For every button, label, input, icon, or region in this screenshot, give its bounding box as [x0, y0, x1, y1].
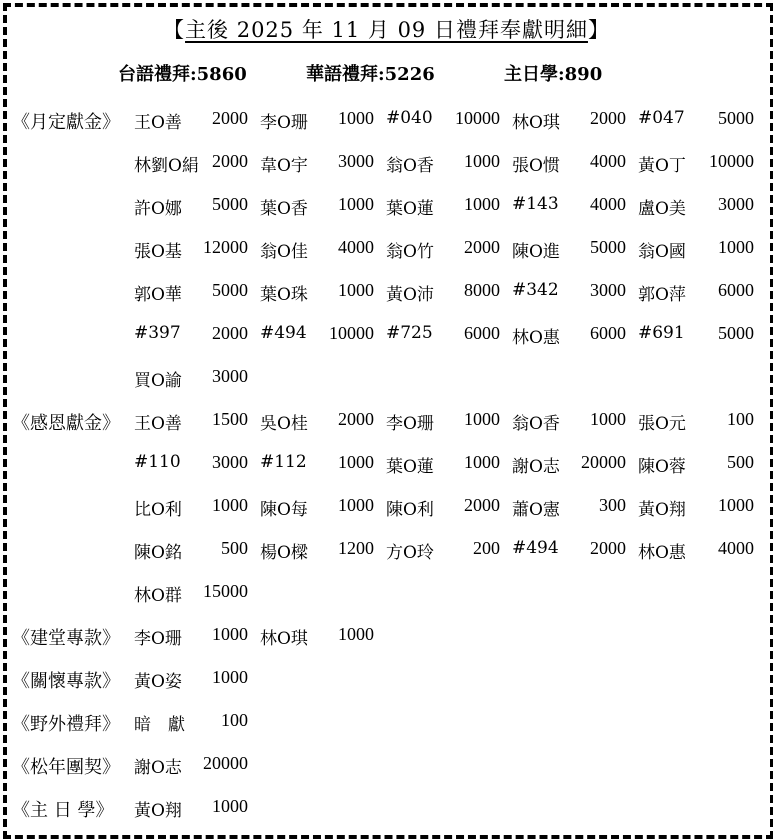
donation-amount: 5000 [212, 194, 248, 214]
donor-name: #494 [512, 538, 559, 558]
donation-amount: 300 [599, 495, 626, 515]
donor-name: 蕭O憲 [512, 500, 560, 520]
donor-name: 張O元 [638, 414, 686, 434]
donor-name: 林O惠 [512, 328, 560, 348]
donation-amount: 2000 [212, 323, 248, 343]
donation-amount: 500 [221, 538, 248, 558]
donor-name: 黃O沛 [386, 285, 434, 305]
donor-name: 楊O樑 [260, 543, 308, 563]
donor-name: 林O群 [134, 586, 182, 606]
section-label: 《關懷專款》 [12, 671, 120, 692]
donor-name: #725 [386, 323, 433, 343]
donation-amount: 5000 [590, 237, 626, 257]
donor-name: #691 [638, 323, 685, 343]
donor-name: 翁O香 [512, 414, 560, 434]
donation-amount: 1000 [464, 194, 500, 214]
donation-amount: 10000 [455, 108, 500, 128]
donor-name: 方O玲 [386, 543, 434, 563]
donor-name: 陳O利 [386, 500, 434, 520]
donation-amount: 4000 [590, 194, 626, 214]
donation-amount: 100 [727, 409, 754, 429]
donation-amount: 2000 [464, 495, 500, 515]
donor-name: 翁O佳 [260, 242, 308, 262]
donor-name: 張O惯 [512, 156, 560, 176]
donation-amount: 3000 [212, 452, 248, 472]
donation-amount: 4000 [718, 538, 754, 558]
donation-amount: 2000 [338, 409, 374, 429]
donation-amount: 1500 [212, 409, 248, 429]
donor-name: 翁O竹 [386, 242, 434, 262]
donor-name: #047 [638, 108, 685, 128]
title-close-bracket: 】 [587, 18, 610, 42]
donor-name: 黃O丁 [638, 156, 686, 176]
donor-name: 許O娜 [134, 199, 182, 219]
donor-name: 李O珊 [260, 113, 308, 133]
donation-amount: 12000 [203, 237, 248, 257]
donation-amount: 1000 [464, 151, 500, 171]
donor-name: 陳O銘 [134, 543, 182, 563]
donor-name: 翁O國 [638, 242, 686, 262]
donation-amount: 1000 [464, 452, 500, 472]
donation-amount: 20000 [203, 753, 248, 773]
donor-name: 謝O志 [134, 758, 182, 778]
donor-name: 黃O翔 [638, 500, 686, 520]
section-label: 《松年團契》 [12, 757, 120, 778]
donation-amount: 1000 [338, 108, 374, 128]
donation-amount: 1000 [590, 409, 626, 429]
donor-name: 黃O姿 [134, 672, 182, 692]
section-label: 《建堂專款》 [12, 628, 120, 649]
donor-name: 盧O美 [638, 199, 686, 219]
donor-name: 王O善 [134, 414, 182, 434]
donor-name: 韋O宇 [260, 156, 308, 176]
donation-amount: 6000 [464, 323, 500, 343]
donation-amount: 2000 [590, 108, 626, 128]
donation-amount: 2000 [212, 151, 248, 171]
donation-amount: 8000 [464, 280, 500, 300]
section-label: 《野外禮拜》 [12, 714, 120, 735]
donor-name: 陳O進 [512, 242, 560, 262]
section-label: 《感恩獻金》 [12, 413, 120, 434]
donor-name: 李O珊 [134, 629, 182, 649]
donation-amount: 500 [727, 452, 754, 472]
donation-amount: 1000 [212, 796, 248, 816]
donor-name: 葉O香 [260, 199, 308, 219]
title-text: 主後 2025 年 11 月 09 日禮拜奉獻明細 [185, 18, 588, 42]
donation-amount: 20000 [581, 452, 626, 472]
donation-amount: 3000 [590, 280, 626, 300]
donor-name: 謝O志 [512, 457, 560, 477]
donation-amount: 1000 [212, 667, 248, 687]
donation-amount: 3000 [212, 366, 248, 386]
donor-name: 林O惠 [638, 543, 686, 563]
donor-name: #040 [386, 108, 433, 128]
donor-name: 比O利 [134, 500, 182, 520]
donor-name: 李O珊 [386, 414, 434, 434]
title-open-bracket: 【 [163, 18, 186, 42]
donation-amount: 5000 [718, 108, 754, 128]
donor-name: 暗 獻 [134, 715, 185, 735]
donation-amount: 1000 [338, 624, 374, 644]
donor-name: 葉O蓮 [386, 199, 434, 219]
donor-name: 黃O翔 [134, 801, 182, 821]
donation-amount: 1000 [212, 624, 248, 644]
donation-amount: 1000 [338, 280, 374, 300]
donor-name: #110 [134, 452, 181, 472]
donor-name: #112 [260, 452, 307, 472]
donation-amount: 3000 [338, 151, 374, 171]
donation-amount: 200 [473, 538, 500, 558]
donation-amount: 2000 [464, 237, 500, 257]
donation-amount: 1000 [338, 194, 374, 214]
donor-name: 王O善 [134, 113, 182, 133]
donor-name: #397 [134, 323, 181, 343]
summary-mandarin-worship: 華語禮拜:5226 [306, 64, 435, 85]
donation-amount: 6000 [718, 280, 754, 300]
section-label: 《主 日 學》 [12, 800, 114, 821]
donor-name: #342 [512, 280, 559, 300]
donor-name: 葉O珠 [260, 285, 308, 305]
donation-amount: 5000 [212, 280, 248, 300]
donor-name: 翁O香 [386, 156, 434, 176]
donor-name: #143 [512, 194, 559, 214]
donor-name: 陳O每 [260, 500, 308, 520]
donation-amount: 100 [221, 710, 248, 730]
donor-name: 林O琪 [260, 629, 308, 649]
donation-amount: 15000 [203, 581, 248, 601]
donation-amount: 1000 [464, 409, 500, 429]
donation-amount: 4000 [590, 151, 626, 171]
summary-taiwanese-worship: 台語禮拜:5860 [118, 64, 247, 85]
donor-name: 郭O萍 [638, 285, 686, 305]
section-label: 《月定獻金》 [12, 112, 120, 133]
donor-name: 陳O蓉 [638, 457, 686, 477]
donation-amount: 1000 [212, 495, 248, 515]
donation-amount: 10000 [709, 151, 754, 171]
donation-amount: 5000 [718, 323, 754, 343]
donor-name: 林O琪 [512, 113, 560, 133]
donation-amount: 2000 [212, 108, 248, 128]
page-title [0, 14, 773, 44]
donor-name: #494 [260, 323, 307, 343]
donation-amount: 4000 [338, 237, 374, 257]
donation-amount: 1000 [338, 452, 374, 472]
donation-amount: 3000 [718, 194, 754, 214]
donor-name: 林劉O絹 [134, 156, 199, 176]
donor-name: 葉O蓮 [386, 457, 434, 477]
summary-sunday-school: 主日學:890 [504, 64, 603, 85]
donation-amount: 1200 [338, 538, 374, 558]
donation-amount: 6000 [590, 323, 626, 343]
donor-name: 買O諭 [134, 371, 182, 391]
donation-amount: 1000 [718, 237, 754, 257]
donor-name: 郭O華 [134, 285, 182, 305]
donation-amount: 10000 [329, 323, 374, 343]
donor-name: 吳O桂 [260, 414, 308, 434]
donation-amount: 1000 [338, 495, 374, 515]
donation-amount: 2000 [590, 538, 626, 558]
donation-amount: 1000 [718, 495, 754, 515]
donor-name: 張O基 [134, 242, 182, 262]
